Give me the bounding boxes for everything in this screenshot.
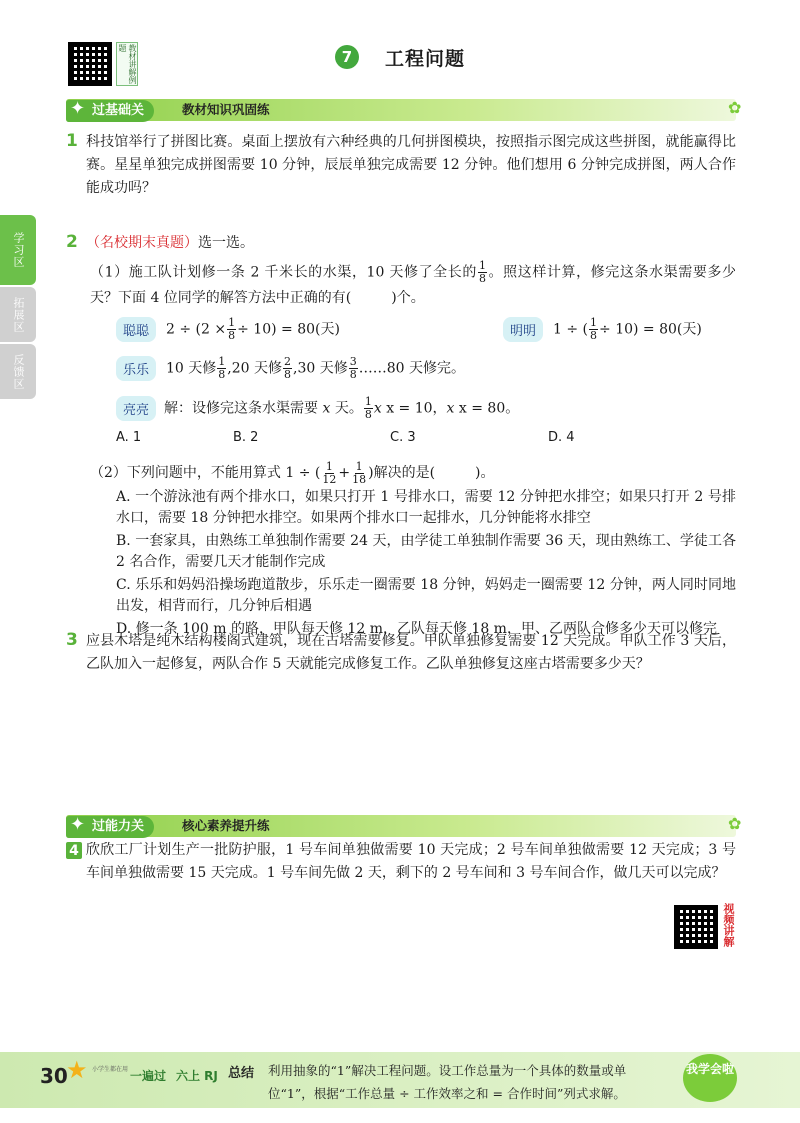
- mingming-formula: 1 ÷ ( $\frac{1}{8}$ ÷ 10) = 80(天): [553, 316, 702, 342]
- section-star-icon: ✦: [70, 98, 86, 119]
- section-subtitle-basic: 教材知识巩固练: [182, 102, 270, 117]
- brand-name: 一遍过: [130, 1069, 167, 1083]
- part-2-option-d[interactable]: D. 修一条 100 m 的路，甲队每天修 12 m，乙队每天修 18 m，甲、乙两队合修多少天可以修完: [116, 621, 717, 637]
- question-2-number: 2: [66, 232, 78, 252]
- section-subtitle-ability: 核心素养提升练: [182, 818, 270, 833]
- part-1-option-d[interactable]: D. 4: [548, 430, 575, 445]
- part-1-fraction: $\frac{1}{8}$: [478, 259, 486, 285]
- qr-code: [68, 42, 112, 86]
- question-4-number: 4: [66, 842, 82, 859]
- summary-label: 总结: [228, 1066, 255, 1081]
- brand-small: 小学生都在用: [92, 1066, 129, 1073]
- congcong-formula: 2 ÷ (2 × $\frac{1}{8}$ ÷ 10) = 80(天): [166, 316, 340, 342]
- part-2-option-a[interactable]: A. 一个游泳池有两个排水口，如果只打开 1 号排水口，需要 12 分钟把水排空；如果只打开 2 号排水口，需要 18 分钟把水排空。如果两个排水口一起排水，几分钟能将水排空: [116, 489, 736, 526]
- learned-badge[interactable]: 我学会啦: [683, 1054, 737, 1102]
- mascot-icon: ★: [66, 1056, 88, 1084]
- part-1-option-c[interactable]: C. 3: [390, 430, 416, 445]
- part-1-option-a[interactable]: A. 1: [116, 430, 142, 445]
- lesson-number: 7: [335, 45, 359, 69]
- lele-text: 10 天修 $\frac{1}{8}$ ,20 天修 $\frac{2}{8}$ ,30 天修 $\frac{3}{8}$ ……80 天修完。: [166, 355, 465, 381]
- side-tab-study[interactable]: 学习区: [0, 215, 36, 285]
- part-2-option-c[interactable]: C. 乐乐和妈妈沿操场跑道散步，乐乐走一圈需要 18 分钟，妈妈走一圈需要 12 分钟，两人同时同地出发，相背而行，几分钟后相遇: [116, 577, 736, 614]
- page-number: 30: [40, 1064, 68, 1088]
- section-star-icon-2: ✦: [70, 814, 86, 835]
- question-4-text: 欣欣工厂计划生产一批防护服，1 号车间单独做需要 10 天完成；2 号车间单独做需要 12 天完成；3 号车间单独做需要 15 天完成。1 号车间先做 2 天，剩下的 2 号车间和 3 号车间合作，做几天可以完成？: [86, 842, 736, 881]
- grade-label: 六上 RJ: [176, 1069, 218, 1083]
- student-name-mingming: 明明: [503, 317, 543, 342]
- leaf-icon: ✿: [728, 98, 742, 117]
- part-1-text-c: )个。: [391, 289, 425, 306]
- summary-text: 利用抽象的“1”解决工程问题。设工作总量为一个具体的数量或单位“1”，根据“工作总量 ÷ 工作效率之和 = 合作时间”列式求解。: [268, 1063, 627, 1101]
- question-2-header: [86, 232, 736, 255]
- student-name-congcong: 聪聪: [116, 317, 156, 342]
- student-mingming-row: [503, 317, 702, 342]
- question-2-part-1: [90, 260, 736, 311]
- part-1-text-a: 施工队计划修一条 2 千米长的水渠，10 天修了全长的: [128, 264, 477, 281]
- video-tag: 视频讲解: [722, 903, 735, 947]
- question-1-number: 1: [66, 131, 78, 151]
- student-name-liangliang: 亮亮: [116, 396, 156, 421]
- part-1-option-b[interactable]: B. 2: [233, 430, 259, 445]
- section-label-ability: 过能力关: [66, 816, 154, 838]
- source-tag: （名校期末真题）: [86, 235, 198, 251]
- student-lele-row: [116, 356, 465, 381]
- question-3-text: 应县木塔是纯木结构楼阁式建筑，现在古塔需要修复。甲队单独修复需要 12 天完成。甲队工作 3 天后，乙队加入一起修复，两队合作 5 天就能完成修复工作。乙队单独修复这座古塔需要多少天？: [86, 633, 736, 672]
- side-tab-extend[interactable]: 拓展区: [0, 287, 36, 342]
- student-name-lele: 乐乐: [116, 356, 156, 381]
- section-label-basic: 过基础关: [66, 100, 154, 122]
- page-title: 工程问题: [385, 48, 466, 70]
- qr-tag: 教材讲解例题: [118, 44, 137, 84]
- video-qr-code: [674, 905, 718, 949]
- side-tab-feedback[interactable]: 反馈区: [0, 344, 36, 399]
- part-2-option-b[interactable]: B. 一套家具，由熟练工单独制作需要 24 天，由学徒工单独制作需要 36 天，现由熟练工、学徒工各 2 名合作，需要几天才能制作完成: [116, 533, 736, 570]
- leaf-icon-2: ✿: [728, 814, 742, 833]
- question-3-number: 3: [66, 630, 78, 650]
- student-liangliang-row: [116, 396, 519, 421]
- section-bar-ability: [66, 815, 736, 837]
- question-2-part-2: （2）下列问题中，不能用算式 1 ÷ ( $\frac{1}{12}$ + $\frac{1}{18}$ )解决的是( )。: [90, 459, 495, 486]
- section-bar-basic: [66, 99, 736, 121]
- part-1-label: （1）: [90, 264, 129, 281]
- question-2-intro: 选一选。: [198, 235, 254, 251]
- student-congcong-row: [116, 317, 340, 342]
- part-1-text-b: 。照这样计算，修完这条水渠需要多少天？下面 4 位同学的解答方法中正确的有(: [90, 264, 736, 306]
- question-1-text: 科技馆举行了拼图比赛。桌面上摆放有六种经典的几何拼图模块，按照指示图完成这些拼图，就能赢得比赛。星星单独完成拼图需要 10 分钟，辰辰单独完成需要 12 分钟。他们想用 6 分钟完成拼图，两人合作能成功吗？: [86, 134, 736, 196]
- liangliang-text: 解：设修完这条水渠需要 x 天。 $\frac{1}{8}$ x x = 10，x x = 80。: [164, 395, 520, 421]
